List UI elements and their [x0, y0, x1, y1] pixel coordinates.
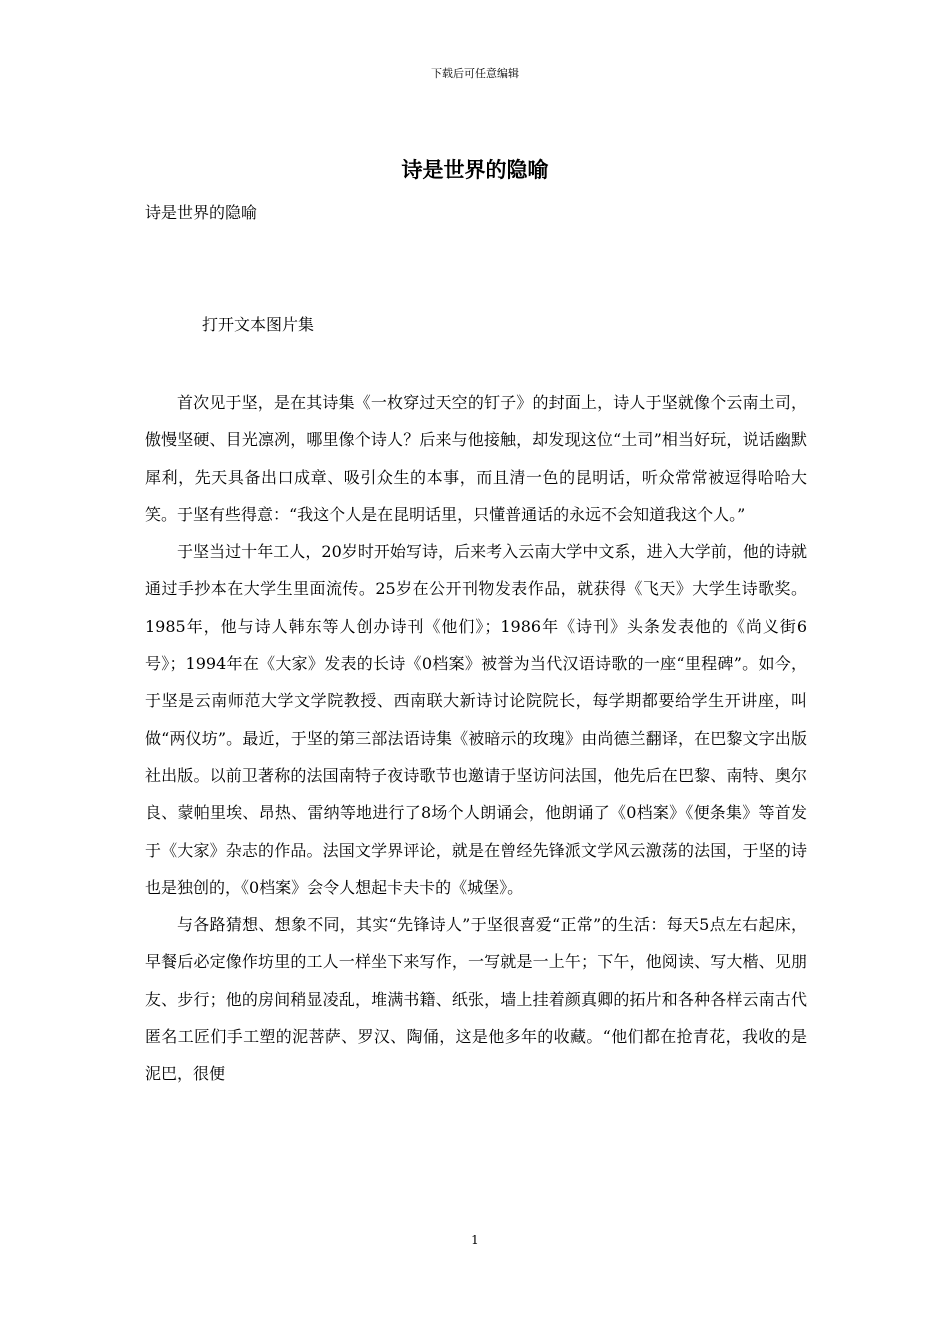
article-body: [145, 384, 807, 1093]
image-collection-caption: 打开文本图片集: [202, 315, 315, 334]
header-note: 下载后可任意编辑: [431, 67, 519, 80]
paragraph: 与各路猜想、想象不同，其实“先锋诗人”于坚很喜爱“正常”的生活：每天5点左右起床，早餐后必定像作坊里的工人一样坐下来写作，一写就是一上午；下午，他阅读、写大楷、见朋友、步行；他的房间稍显凌乱，堆满书籍、纸张，墙上挂着颜真卿的拓片和各种各样云南古代匿名工匠们手工塑的泥菩萨、罗汉、陶俑，这是他多年的收藏。“他们都在抢青花，我收的是泥巴，很便: [145, 915, 807, 1084]
page-number: 1: [471, 1233, 479, 1247]
document-subtitle: 诗是世界的隐喻: [145, 203, 258, 222]
paragraph: 于坚当过十年工人，20岁时开始写诗，后来考入云南大学中文系，进入大学前，他的诗就通过手抄本在大学生里面流传。25岁在公开刊物发表作品，就获得《飞天》大学生诗歌奖。1985年，他与诗人韩东等人创办诗刊《他们》；1986年《诗刊》头条发表他的《尚义街6号》；1994年在《大家》发表的长诗《0档案》被誉为当代汉语诗歌的一座“里程碑”。如今，于坚是云南师范大学文学院教授、西南联大新诗讨论院院长，每学期都要给学生开讲座，叫做“两仪坊”。最近，于坚的第三部法语诗集《被暗示的玫瑰》由尚德兰翻译，在巴黎文字出版社出版。以前卫著称的法国南特子夜诗歌节也邀请于坚访问法国，他先后在巴黎、南特、奥尔良、蒙帕里埃、昂热、雷纳等地进行了8场个人朗诵会，他朗诵了《0档案》《便条集》等首发于《大家》杂志的作品。法国文学界评论，就是在曾经先锋派文学风云激荡的法国，于坚的诗也是独创的，《0档案》会令人想起卡夫卡的《城堡》。: [145, 542, 807, 897]
document-title: 诗是世界的隐喻: [401, 157, 549, 182]
paragraph: 首次见于坚，是在其诗集《一枚穿过天空的钉子》的封面上，诗人于坚就像个云南土司，傲慢坚硬、目光凛冽，哪里像个诗人？后来与他接触，却发现这位“土司”相当好玩，说话幽默犀利，先天具备出口成章、吸引众生的本事，而且清一色的昆明话，听众常常被逗得哈哈大笑。于坚有些得意：“我这个人是在昆明话里，只懂普通话的永远不会知道我这个人。”: [145, 393, 807, 524]
